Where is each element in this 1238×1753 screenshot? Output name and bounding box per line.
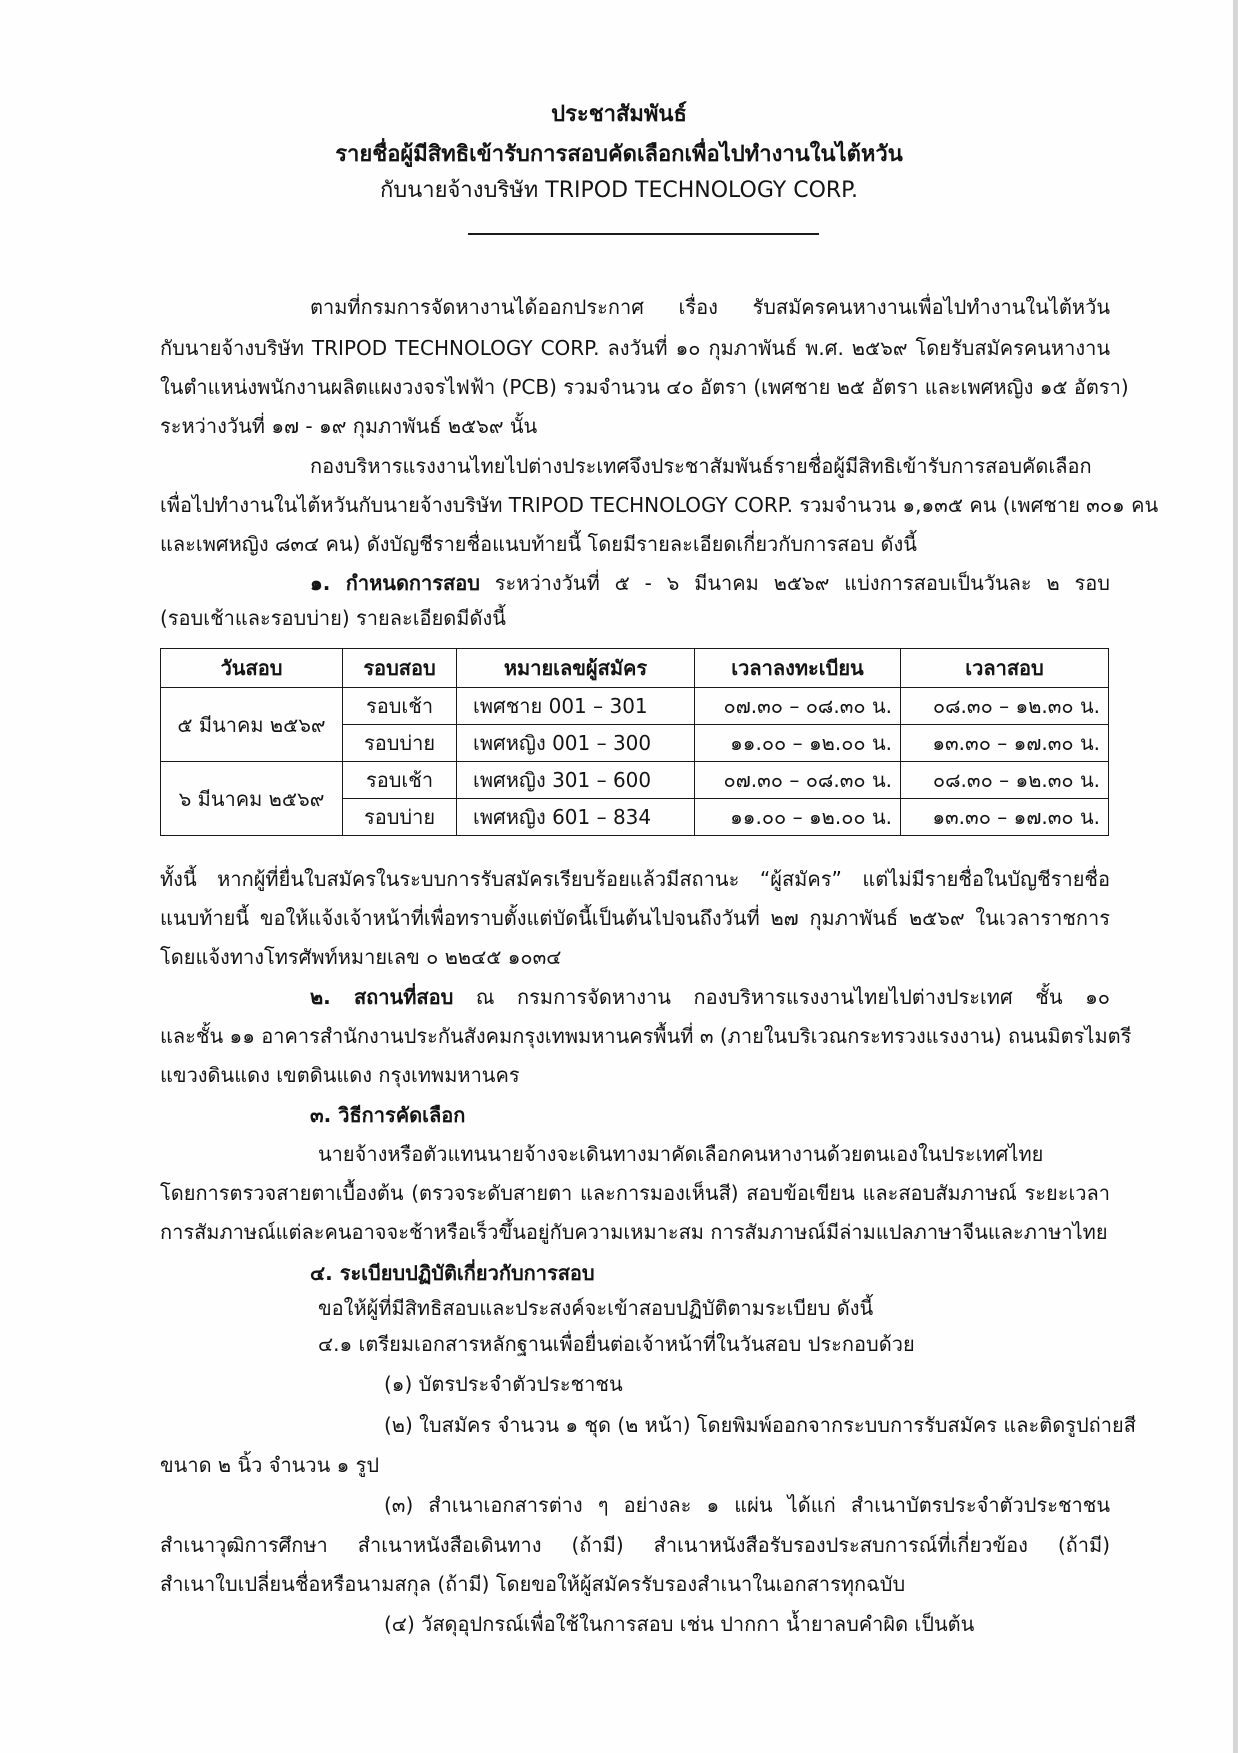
exam-day: ๕ มีนาคม ๒๕๖๙ (161, 688, 343, 762)
scan-edge (1233, 0, 1238, 1753)
document-item: (๒) ใบสมัคร จำนวน ๑ ชุด (๒ หน้า) โดยพิมพ์ออกจากระบบการรับสมัคร และติดรูปถ่ายสี (384, 1413, 1136, 1437)
section-3-line: โดยการตรวจสายตาเบื้องต้น (ตรวจระดับสายตา และการมองเห็นสี) สอบข้อเขียน และสอบสัมภาษณ์ ระยะเวลา (160, 1181, 1110, 1205)
registration-time: ๐๗.๓๐ – ๐๘.๓๐ น. (695, 762, 901, 799)
exam-time: ๐๘.๓๐ – ๑๒.๓๐ น. (901, 688, 1109, 725)
table-row (161, 762, 1109, 799)
applicant-range: เพศหญิง 601 – 834 (457, 799, 695, 836)
note-line: โดยแจ้งทางโทรศัพท์หมายเลข ๐ ๒๒๔๕ ๑๐๓๔ (160, 945, 562, 969)
page-title: ประชาสัมพันธ์ (551, 102, 687, 127)
table-header-row (161, 649, 1109, 688)
exam-schedule-table (160, 648, 1109, 836)
document-item-cont: สำเนาใบเปลี่ยนชื่อหรือนามสกุล (ถ้ามี) โดยขอให้ผู้สมัครรับรองสำเนาในเอกสารทุกฉบับ (160, 1572, 906, 1596)
registration-time: ๑๑.๐๐ – ๑๒.๐๐ น. (695, 799, 901, 836)
section-3-line: การสัมภาษณ์แต่ละคนอาจจะช้าหรือเร็วขึ้นอยู่กับความเหมาะสม การสัมภาษณ์มีล่ามแปลภาษาจีนและภาษาไทย (160, 1220, 1108, 1244)
section-2-line: และชั้น ๑๑ อาคารสำนักงานประกันสังคมกรุงเทพมหานครพื้นที่ ๓ (ภายในบริเวณกระทรวงแรงงาน) ถนนมิตรไมตรี (160, 1024, 1132, 1048)
page-subtitle: รายชื่อผู้มีสิทธิเข้ารับการสอบคัดเลือกเพื่อไปทำงานในไต้หวัน (335, 142, 903, 167)
exam-time: ๐๘.๓๐ – ๑๒.๓๐ น. (901, 762, 1109, 799)
exam-round: รอบเช้า (343, 688, 457, 725)
document-item: (๓) สำเนาเอกสารต่าง ๆ อย่างละ ๑ แผ่น ได้แก่ สำเนาบัตรประจำตัวประชาชน (384, 1493, 1110, 1517)
column-header: รอบสอบ (343, 649, 457, 688)
section-3-line: นายจ้างหรือตัวแทนนายจ้างจะเดินทางมาคัดเลือกคนหางานด้วยตนเองในประเทศไทย (318, 1142, 1044, 1166)
intro-line: ตามที่กรมการจัดหางานได้ออกประกาศ เรื่อง รับสมัครคนหางานเพื่อไปทำงานในไต้หวัน (310, 295, 1110, 319)
announce-line: และเพศหญิง ๘๓๔ คน) ดังบัญชีรายชื่อแนบท้ายนี้ โดยมีรายละเอียดเกี่ยวกับการสอบ ดังนี้ (160, 532, 917, 556)
exam-time: ๑๓.๓๐ – ๑๗.๓๐ น. (901, 799, 1109, 836)
document-item: (๔) วัสดุอุปกรณ์เพื่อใช้ในการสอบ เช่น ปากกา น้ำยาลบคำผิด เป็นต้น (384, 1612, 975, 1636)
section-1-text: ระหว่างวันที่ ๕ - ๖ มีนาคม ๒๕๖๙ แบ่งการสอบเป็นวันละ ๒ รอบ (479, 571, 1110, 595)
section-4-intro: ขอให้ผู้ที่มีสิทธิสอบและประสงค์จะเข้าสอบปฏิบัติตามระเบียบ ดังนี้ (318, 1296, 874, 1320)
note-line: แนบท้ายนี้ ขอให้แจ้งเจ้าหน้าที่เพื่อทราบตั้งแต่บัดนี้เป็นต้นไปจนถึงวันที่ ๒๗ กุมภาพันธ์ ๒๕๖๙ ในเวลาราชการ (160, 906, 1110, 930)
column-header: เวลาสอบ (901, 649, 1109, 688)
intro-line: ระหว่างวันที่ ๑๗ - ๑๙ กุมภาพันธ์ ๒๕๖๙ นั้น (160, 414, 538, 438)
exam-time: ๑๓.๓๐ – ๑๗.๓๐ น. (901, 725, 1109, 762)
section-1-line: (รอบเช้าและรอบบ่าย) รายละเอียดมีดังนี้ (160, 606, 506, 630)
document-item: (๑) บัตรประจำตัวประชาชน (384, 1372, 623, 1396)
title-divider (468, 233, 819, 235)
intro-line: กับนายจ้างบริษัท TRIPOD TECHNOLOGY CORP. ลงวันที่ ๑๐ กุมภาพันธ์ พ.ศ. ๒๕๖๙ โดยรับสมัครคนหางาน (160, 336, 1110, 360)
note-line: ทั้งนี้ หากผู้ที่ยื่นใบสมัครในระบบการรับสมัครเรียบร้อยแล้วมีสถานะ “ผู้สมัคร” แต่ไม่มีรายชื่อในบัญชีรายชื่อ (160, 867, 1110, 891)
applicant-range: เพศหญิง 301 – 600 (457, 762, 695, 799)
section-3-heading: ๓. วิธีการคัดเลือก (310, 1103, 466, 1127)
registration-time: ๐๗.๓๐ – ๐๘.๓๐ น. (695, 688, 901, 725)
document-item-cont: ขนาด ๒ นิ้ว จำนวน ๑ รูป (160, 1453, 380, 1477)
exam-round: รอบเช้า (343, 762, 457, 799)
announce-line: เพื่อไปทำงานในไต้หวันกับนายจ้างบริษัท TRIPOD TECHNOLOGY CORP. รวมจำนวน ๑,๑๓๕ คน (เพศชาย ๓๐๑ คน (160, 493, 1159, 517)
exam-day: ๖ มีนาคม ๒๕๖๙ (161, 762, 343, 836)
section-1-line (310, 569, 1110, 597)
column-header: เวลาลงทะเบียน (695, 649, 901, 688)
section-2-heading: ๒. สถานที่สอบ (310, 985, 454, 1009)
column-header: วันสอบ (161, 649, 343, 688)
section-4-subheading: ๔.๑ เตรียมเอกสารหลักฐานเพื่อยื่นต่อเจ้าหน้าที่ในวันสอบ ประกอบด้วย (318, 1332, 915, 1356)
section-2-line (310, 983, 1110, 1011)
section-1-heading: ๑. กำหนดการสอบ (310, 571, 480, 595)
column-header: หมายเลขผู้สมัคร (457, 649, 695, 688)
intro-line: ในตำแหน่งพนักงานผลิตแผงวงจรไฟฟ้า (PCB) รวมจำนวน ๔๐ อัตรา (เพศชาย ๒๕ อัตรา และเพศหญิง ๑๕ อัตรา) (160, 375, 1129, 399)
page-subtitle-employer: กับนายจ้างบริษัท TRIPOD TECHNOLOGY CORP. (379, 178, 859, 203)
section-2-line: แขวงดินแดง เขตดินแดง กรุงเทพมหานคร (160, 1063, 520, 1087)
document-item-cont: สำเนาวุฒิการศึกษา สำเนาหนังสือเดินทาง (ถ้ามี) สำเนาหนังสือรับรองประสบการณ์ที่เกี่ยวข้อง (ถ้ามี) (160, 1533, 1110, 1557)
section-4-heading: ๔. ระเบียบปฏิบัติเกี่ยวกับการสอบ (310, 1261, 595, 1285)
exam-round: รอบบ่าย (343, 725, 457, 762)
section-2-text: ณ กรมการจัดหางาน กองบริหารแรงงานไทยไปต่างประเทศ ชั้น ๑๐ (453, 985, 1110, 1009)
announce-line: กองบริหารแรงงานไทยไปต่างประเทศจึงประชาสัมพันธ์รายชื่อผู้มีสิทธิเข้ารับการสอบคัดเลือก (310, 454, 1092, 478)
applicant-range: เพศหญิง 001 – 300 (457, 725, 695, 762)
registration-time: ๑๑.๐๐ – ๑๒.๐๐ น. (695, 725, 901, 762)
applicant-range: เพศชาย 001 – 301 (457, 688, 695, 725)
exam-round: รอบบ่าย (343, 799, 457, 836)
table-row (161, 688, 1109, 725)
